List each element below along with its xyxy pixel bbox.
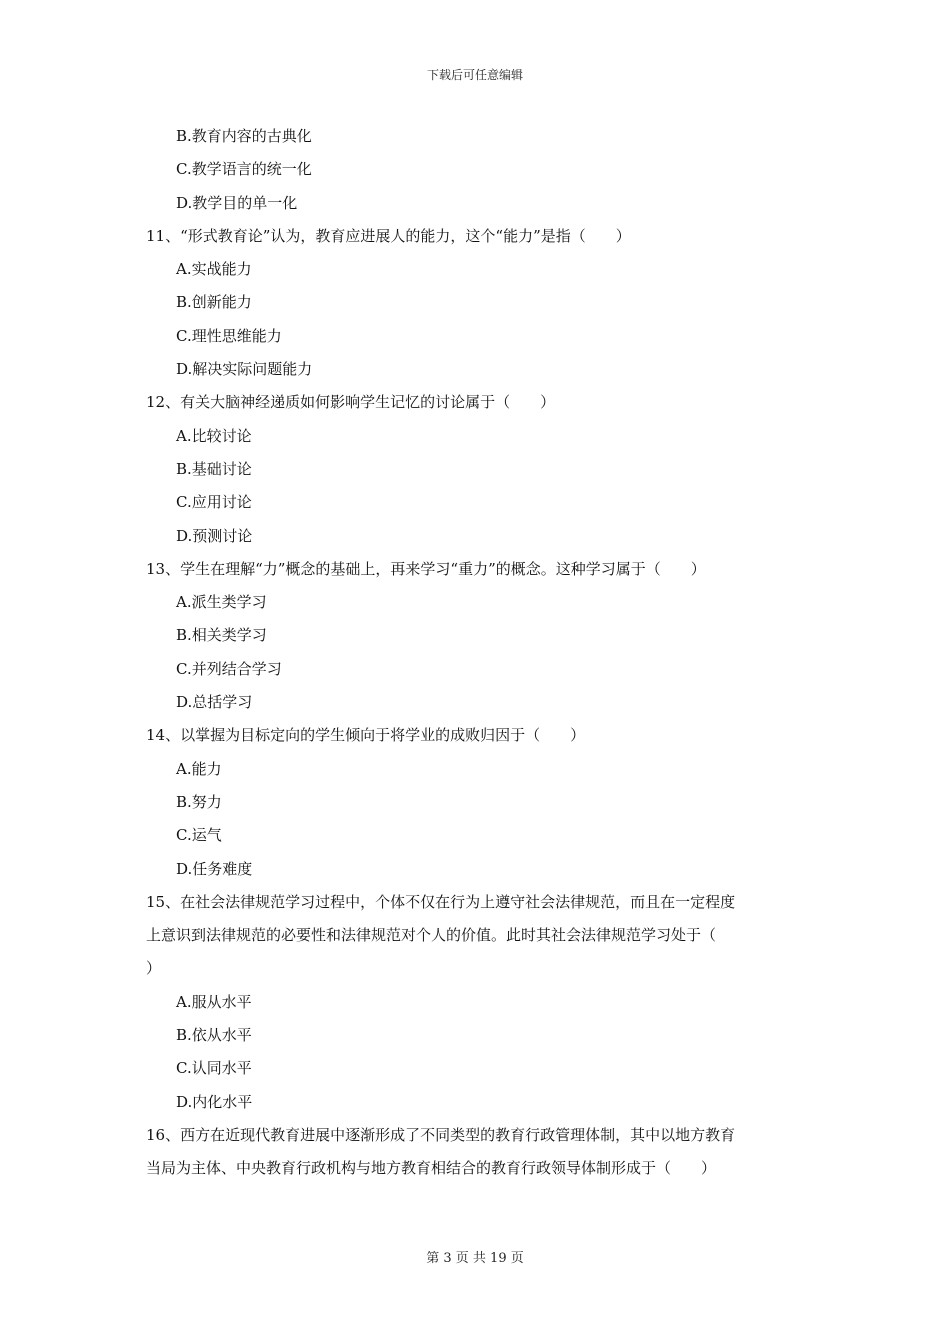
answer-option: A.服从水平	[176, 992, 252, 1011]
answer-option: C.教学语言的统一化	[176, 160, 312, 179]
question-text: 15、在社会法律规范学习过程中，个体不仅在行为上遵守社会法律规范，而且在一定程度	[146, 892, 736, 911]
answer-option: B.依从水平	[176, 1026, 252, 1045]
question-text: 11、“形式教育论”认为，教育应进展人的能力，这个“能力”是指（ ）	[146, 226, 631, 245]
answer-option: C.认同水平	[176, 1059, 252, 1078]
document-body	[146, 120, 806, 1186]
answer-option: A.比较讨论	[176, 426, 252, 445]
answer-option: A.能力	[176, 759, 222, 778]
question-text: 13、学生在理解“力”概念的基础上，再来学习“重力”的概念。这种学习属于（ ）	[146, 559, 706, 578]
answer-option: D.教学目的单一化	[176, 193, 298, 212]
answer-option: C.并列结合学习	[176, 659, 282, 678]
page-footer: 第 3 页 共 19 页	[426, 1251, 524, 1266]
answer-option: C.理性思维能力	[176, 326, 282, 345]
answer-option: D.任务难度	[176, 859, 253, 878]
question-text: 12、有关大脑神经递质如何影响学生记忆的讨论属于（ ）	[146, 393, 556, 412]
page-header: 下载后可任意编辑	[426, 68, 523, 82]
question-text: 上意识到法律规范的必要性和法律规范对个人的价值。此时其社会法律规范学习处于（	[146, 926, 717, 945]
answer-option: D.总括学习	[176, 693, 253, 712]
answer-option: D.内化水平	[176, 1092, 253, 1111]
answer-option: B.基础讨论	[176, 459, 252, 478]
answer-option: A.派生类学习	[176, 593, 267, 612]
question-text: 16、西方在近现代教育进展中逐渐形成了不同类型的教育行政管理体制，其中以地方教育	[146, 1125, 736, 1144]
answer-option: C.应用讨论	[176, 493, 252, 512]
question-text: 当局为主体、中央教育行政机构与地方教育相结合的教育行政领导体制形成于（ ）	[146, 1159, 717, 1178]
question-text: ）	[146, 959, 162, 978]
answer-option: B.创新能力	[176, 293, 252, 312]
answer-option: B.相关类学习	[176, 626, 267, 645]
answer-option: D.解决实际问题能力	[176, 360, 313, 379]
answer-option: D.预测讨论	[176, 526, 253, 545]
question-text: 14、以掌握为目标定向的学生倾向于将学业的成败归因于（ ）	[146, 726, 586, 745]
answer-option: A.实战能力	[176, 260, 252, 279]
answer-option: C.运气	[176, 826, 222, 845]
answer-option: B.教育内容的古典化	[176, 127, 312, 145]
answer-option: B.努力	[176, 792, 222, 811]
